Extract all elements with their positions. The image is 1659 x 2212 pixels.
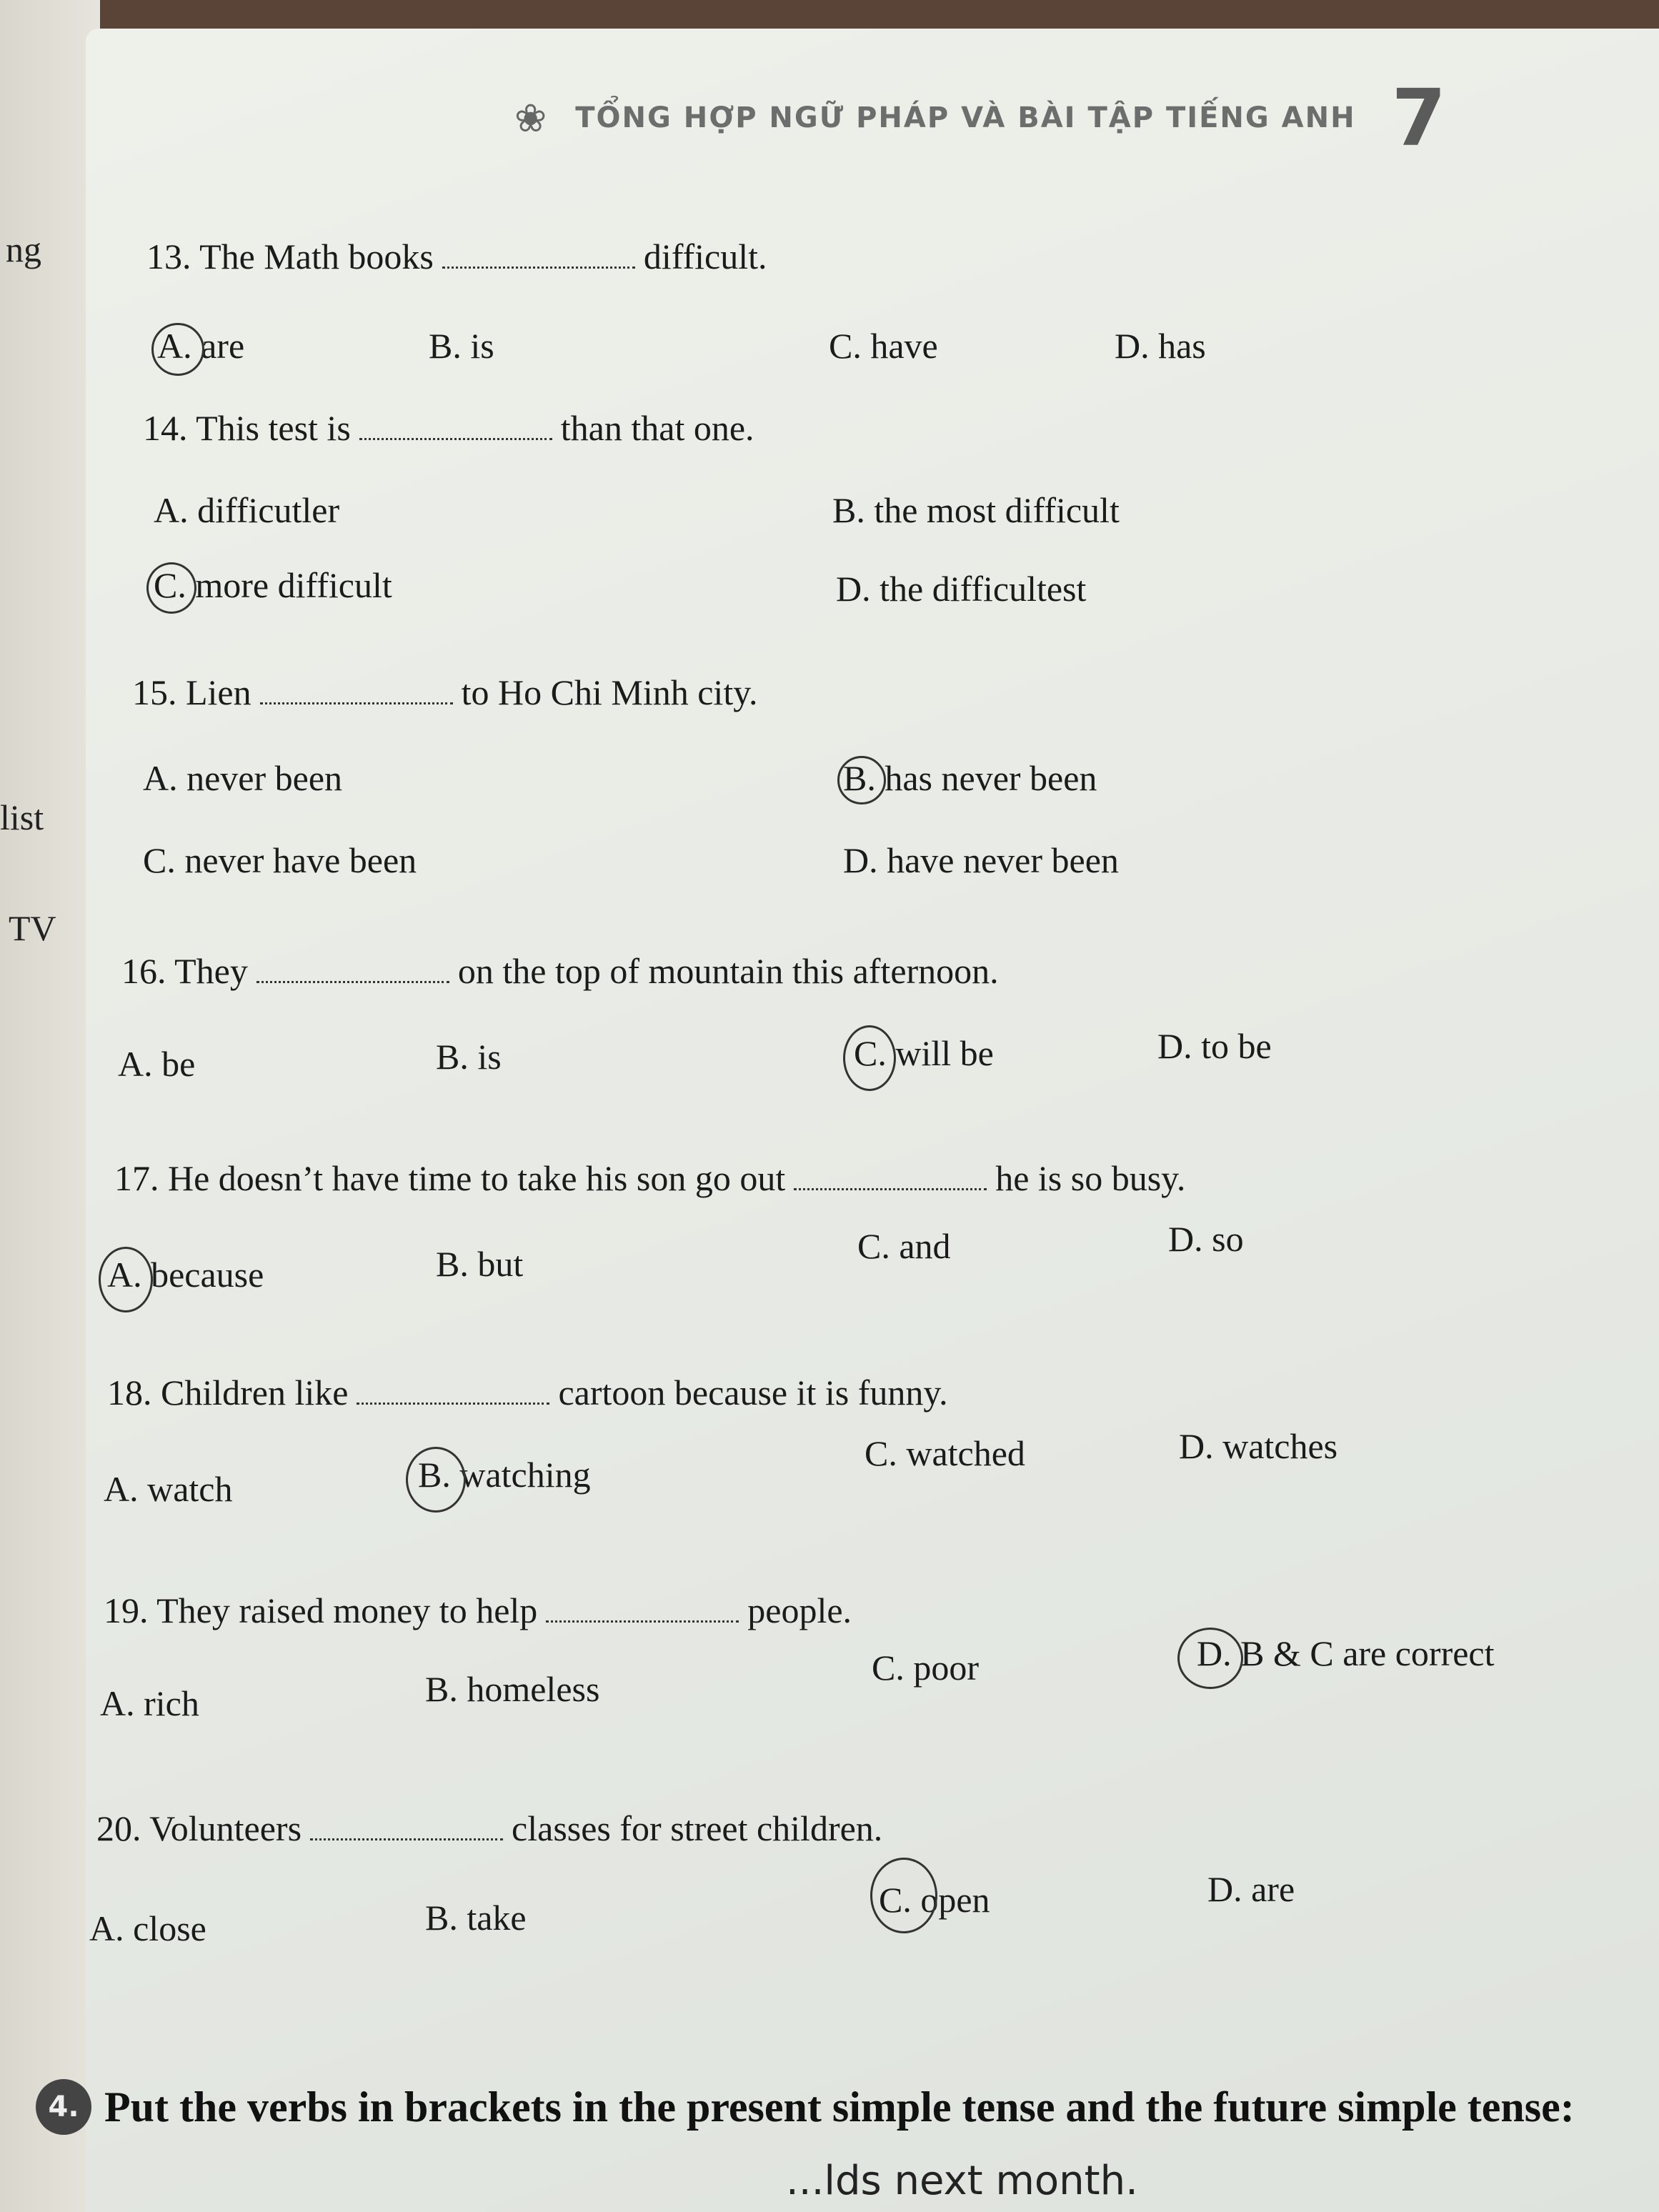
book-title: TỔNG HỢP NGỮ PHÁP VÀ BÀI TẬP TIẾNG ANH xyxy=(575,101,1356,134)
previous-page-edge xyxy=(0,0,100,2212)
option-b[interactable]: B. has never been xyxy=(843,758,1097,798)
answer-blank xyxy=(794,1178,987,1190)
option-a[interactable]: A. rich xyxy=(100,1683,199,1723)
answer-blank xyxy=(442,256,635,269)
selected-answer-circle xyxy=(146,562,196,614)
selected-answer-circle xyxy=(406,1447,466,1513)
margin-fragment-2: list xyxy=(0,797,44,837)
question-stem: 17. He doesn’t have time to take his son go out xyxy=(114,1158,786,1198)
option-b[interactable]: B. the most difficult xyxy=(832,490,1120,530)
option-c[interactable]: C. will be xyxy=(854,1033,994,1073)
option-d[interactable]: D. have never been xyxy=(843,840,1119,880)
selected-answer-circle xyxy=(843,1025,896,1091)
cut-off-text: ...lds next month. xyxy=(786,2158,1138,2204)
option-a[interactable]: A. be xyxy=(118,1044,196,1084)
question-stem: 20. Volunteers xyxy=(96,1808,302,1848)
answer-blank xyxy=(256,971,449,983)
question-stem: 19. They raised money to help xyxy=(104,1590,538,1630)
option-a[interactable]: A. watch xyxy=(104,1469,233,1509)
question-stem-end: classes for street children. xyxy=(512,1808,883,1848)
option-a[interactable]: A. are xyxy=(157,326,245,366)
option-d[interactable]: D. watches xyxy=(1179,1426,1338,1466)
question-stem: 15. Lien xyxy=(132,672,251,712)
option-c[interactable]: C. and xyxy=(857,1226,951,1266)
exercise-heading xyxy=(36,2079,1575,2135)
selected-answer-circle xyxy=(99,1247,153,1312)
question-stem-end: he is so busy. xyxy=(995,1158,1186,1198)
selected-answer-circle xyxy=(870,1858,937,1933)
margin-fragment-3: TV xyxy=(9,908,56,948)
question-stem: 13. The Math books xyxy=(146,236,434,276)
option-d[interactable]: D. has xyxy=(1115,326,1206,366)
grade-number: 7 xyxy=(1391,72,1447,164)
option-c[interactable]: C. have xyxy=(829,326,938,366)
question-stem: 16. They xyxy=(121,951,248,991)
question-stem-end: cartoon because it is funny. xyxy=(558,1372,948,1413)
option-c[interactable]: C. watched xyxy=(865,1433,1025,1473)
selected-answer-circle xyxy=(837,756,886,804)
option-c[interactable]: C. open xyxy=(879,1880,990,1920)
answer-blank xyxy=(260,692,453,704)
option-b[interactable]: B. is xyxy=(429,326,494,366)
option-b[interactable]: B. but xyxy=(436,1244,524,1284)
option-d[interactable]: D. so xyxy=(1168,1219,1244,1259)
answer-blank xyxy=(359,428,552,440)
option-d[interactable]: D. to be xyxy=(1157,1026,1272,1066)
option-b[interactable]: B. watching xyxy=(418,1455,591,1495)
question-stem-end: people. xyxy=(747,1590,852,1630)
margin-fragment-1: ng xyxy=(6,229,41,269)
question-stem-end: to Ho Chi Minh city. xyxy=(461,672,758,712)
question-stem-end: difficult. xyxy=(643,236,767,276)
exercise-instruction: Put the verbs in brackets in the present simple tense and the future simple tense: xyxy=(104,2083,1575,2131)
selected-answer-circle xyxy=(1177,1628,1243,1689)
option-c[interactable]: C. never have been xyxy=(143,840,417,880)
answer-blank xyxy=(310,1828,503,1840)
question-stem-end: than that one. xyxy=(560,408,754,448)
option-d[interactable]: D. B & C are correct xyxy=(1197,1633,1495,1673)
exercise-number: 4. xyxy=(36,2079,91,2135)
flower-icon: ❀ xyxy=(514,95,547,141)
option-b[interactable]: B. is xyxy=(436,1037,502,1077)
selected-answer-circle xyxy=(151,323,204,376)
option-b[interactable]: B. take xyxy=(425,1898,527,1938)
option-a[interactable]: A. because xyxy=(107,1255,264,1295)
option-b[interactable]: B. homeless xyxy=(425,1669,600,1709)
answer-blank xyxy=(546,1610,739,1623)
option-a[interactable]: A. close xyxy=(89,1908,206,1948)
answer-blank xyxy=(357,1393,549,1405)
option-d[interactable]: D. are xyxy=(1207,1869,1295,1909)
page-header xyxy=(514,72,1447,164)
worksheet-page xyxy=(86,29,1659,2212)
question-stem: 18. Children like xyxy=(107,1372,349,1413)
option-a[interactable]: A. difficutler xyxy=(154,490,340,530)
option-c[interactable]: C. poor xyxy=(872,1648,979,1688)
question-stem: 14. This test is xyxy=(143,408,351,448)
option-a[interactable]: A. never been xyxy=(143,758,343,798)
question-stem-end: on the top of mountain this afternoon. xyxy=(457,951,999,991)
option-d[interactable]: D. the difficultest xyxy=(836,569,1087,609)
option-c[interactable]: C. more difficult xyxy=(154,565,392,605)
